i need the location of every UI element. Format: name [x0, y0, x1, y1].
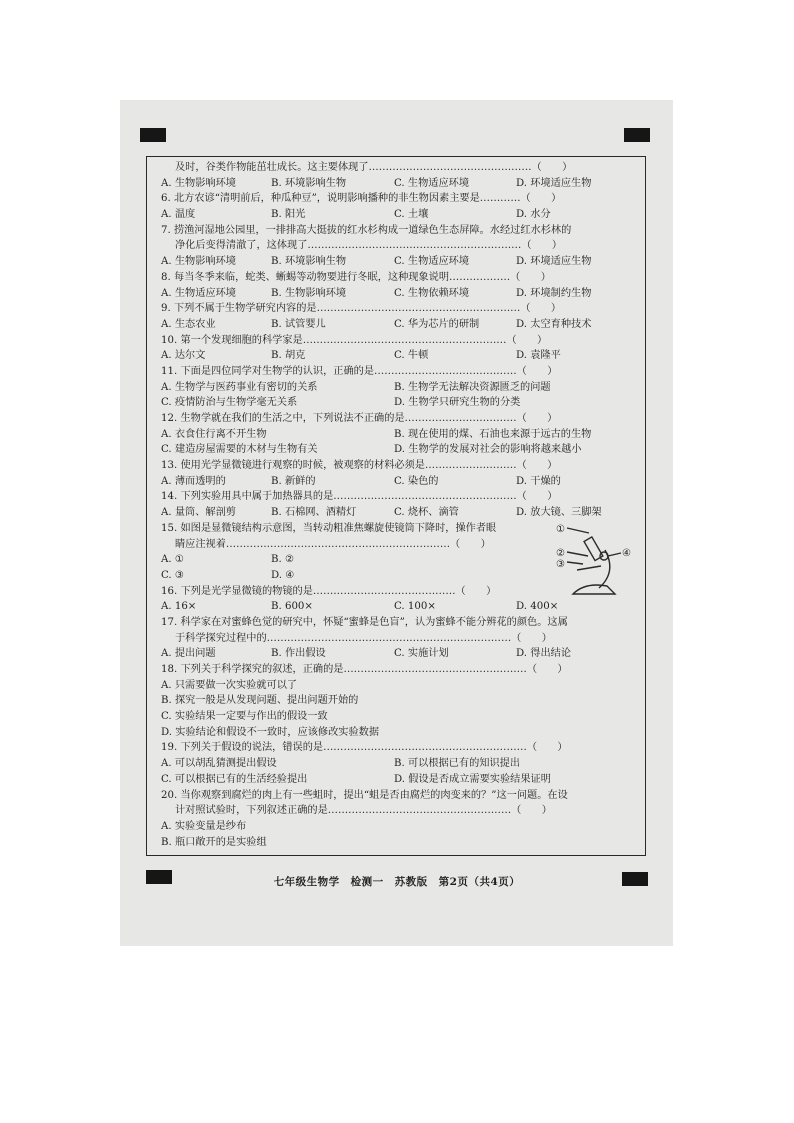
- question-text: 13. 使用光学显微镜进行观察的时候，被观察的材料必须是………………………（ ）: [161, 460, 558, 472]
- question-line: [148, 333, 644, 349]
- microscope-base: [573, 585, 615, 594]
- option: A. 实验变量是纱布: [161, 820, 247, 832]
- option: B. 胡克: [271, 350, 306, 362]
- option: C. 可以根据已有的生活经验提出: [161, 773, 308, 785]
- option: C. 疫情防治与生物学毫无关系: [161, 397, 298, 409]
- option-row: [148, 646, 644, 662]
- option-row: [148, 505, 644, 521]
- question-text: 16. 下列是光学显微镜的物镜的是……………………………………（ ）: [161, 585, 497, 597]
- option-row: [148, 599, 644, 615]
- question-text: 6. 北方农谚“清明前后，种瓜种豆”，说明影响播种的非生物因素主要是…………（ ）: [161, 193, 562, 205]
- option: D. 袁隆平: [516, 350, 561, 362]
- option: C. 实验结果一定要与作出的假设一致: [161, 711, 328, 723]
- option: D. ④: [271, 569, 295, 581]
- microscope-label-3: ③: [556, 559, 565, 570]
- question-line: [148, 458, 644, 474]
- option: C. 实施计划: [394, 648, 449, 660]
- option: A. 生物影响环境: [161, 256, 236, 268]
- question-line: [148, 615, 644, 631]
- question-line: [148, 740, 644, 756]
- option: B. 新鲜的: [271, 475, 316, 487]
- option-row: [148, 725, 644, 741]
- option-row: [148, 693, 644, 709]
- option: B. 探究一般是从发现问题、提出问题开始的: [161, 695, 359, 707]
- option: A. 只需要做一次实验就可以了: [161, 679, 298, 691]
- option: A. 生物影响环境: [161, 177, 236, 189]
- option: D. 放大镜、三脚架: [516, 507, 602, 519]
- option: A. 生物学与医药事业有密切的关系: [161, 381, 318, 393]
- option: A. 衣食住行离不开生物: [161, 428, 267, 440]
- question-text: 10. 第一个发现细胞的科学家是……………………………………………………（ ）: [161, 334, 548, 346]
- option-row: [148, 709, 644, 725]
- option: A. 16×: [161, 601, 197, 613]
- question-list: [148, 160, 644, 850]
- option-row: [148, 678, 644, 694]
- option: B. 阳光: [271, 209, 306, 221]
- option: D. 环境适应生物: [516, 256, 592, 268]
- option: C. 生物适应环境: [394, 177, 470, 189]
- question-text: 睛应注视着…………………………………………………………（ ）: [175, 538, 491, 550]
- option: C. 华为芯片的研制: [394, 318, 480, 330]
- option-row: [148, 474, 644, 490]
- option: A. 提出问题: [161, 648, 216, 660]
- question-line: [148, 191, 644, 207]
- option: B. 生物学无法解决资源匮乏的问题: [394, 381, 551, 393]
- question-text: 14. 下列实验用具中属于加热器具的是………………………………………………（ ）: [161, 491, 558, 503]
- option: D. 假设是否成立需要实验结果证明: [394, 773, 551, 785]
- option-row: [148, 772, 644, 788]
- option: D. 实验结论和假设不一致时，应该修改实验数据: [161, 726, 380, 738]
- option: D. 生物学的发展对社会的影响将越来越小: [394, 444, 582, 456]
- question-line: [148, 301, 644, 317]
- option: B. 可以根据已有的知识提出: [394, 758, 521, 770]
- question-line: [148, 160, 644, 176]
- option: B. 环境影响生物: [271, 256, 347, 268]
- option: D. 得出结论: [516, 648, 572, 660]
- option-row: [148, 756, 644, 772]
- option-row: [148, 176, 644, 192]
- option: B. ②: [271, 554, 295, 566]
- microscope-label-4: ④: [622, 548, 631, 559]
- question-text: 净化后变得清澈了，这体现了………………………………………………………（ ）: [175, 240, 563, 252]
- option: B. 瓶口敞开的是实验组: [161, 836, 267, 848]
- option: A. ①: [161, 554, 184, 566]
- option: B. 石棉网、酒精灯: [271, 507, 357, 519]
- question-line: [148, 411, 644, 427]
- question-text: 及时，谷类作物能茁壮成长。这主要体现了…………………………………………（ ）: [175, 162, 573, 173]
- option-row: [148, 317, 644, 333]
- option: A. 薄而透明的: [161, 475, 226, 487]
- option-row: [148, 427, 644, 443]
- microscope-diagram: [555, 520, 635, 600]
- question-text: 19. 下列关于假设的说法，错误的是……………………………………………………（ ）: [161, 742, 568, 754]
- question-text: 计对照试验时，下列叙述正确的是………………………………………………（ ）: [175, 805, 552, 817]
- question-line: [148, 270, 644, 286]
- question-line: [148, 788, 644, 804]
- option: D. 400×: [516, 601, 559, 613]
- option: D. 生物学只研究生物的分类: [394, 397, 521, 409]
- question-text: 7. 捞渔河湿地公园里，一排排高大挺拔的红水杉构成一道绿色生态屏障。水经过红水杉林的: [161, 224, 572, 236]
- question-line: [148, 223, 644, 239]
- question-line: [148, 364, 644, 380]
- option: D. 太空育种技术: [516, 318, 592, 330]
- option: C. 烧杯、滴管: [394, 507, 459, 519]
- option: C. 生物适应环境: [394, 256, 470, 268]
- option: B. 试管婴儿: [271, 318, 326, 330]
- option: C. ③: [161, 569, 185, 581]
- option-row: [148, 348, 644, 364]
- question-text: 于科学探究过程中的………………………………………………………………（ ）: [175, 632, 552, 644]
- option: C. 100×: [394, 601, 436, 613]
- microscope-stage: [577, 566, 601, 570]
- registration-mark-top-right: [624, 128, 650, 142]
- option-row: [148, 835, 644, 851]
- option-row: [148, 442, 644, 458]
- option: D. 水分: [516, 209, 551, 221]
- option: C. 建造房屋需要的木材与生物有关: [161, 444, 318, 456]
- question-text: 17. 科学家在对蜜蜂色觉的研究中，怀疑“蜜蜂是色盲”，认为蜜蜂不能分辨花的颜色。这属: [161, 616, 568, 628]
- page-footer: 七年级生物学 检测一 苏教版 第2页（共4页）: [273, 876, 521, 888]
- option: C. 牛顿: [394, 350, 429, 362]
- option: A. 可以胡乱猜测提出假设: [161, 758, 277, 770]
- option: B. 生物影响环境: [271, 287, 347, 299]
- option: D. 环境适应生物: [516, 177, 592, 189]
- option-row: [148, 380, 644, 396]
- question-line: [148, 238, 644, 254]
- option: D. 环境制约生物: [516, 287, 592, 299]
- option: C. 生物依赖环境: [394, 287, 470, 299]
- question-text: 8. 每当冬季来临，蛇类、蜥蜴等动物要进行冬眠，这种现象说明………………（ ）: [161, 271, 551, 283]
- option: B. 600×: [271, 601, 313, 613]
- option-row: [148, 207, 644, 223]
- option-row: [148, 395, 644, 411]
- question-text: 12. 生物学就在我们的生活之中，下列说法不正确的是……………………………（ ）: [161, 413, 558, 424]
- option: C. 土壤: [394, 209, 429, 221]
- option: A. 温度: [161, 209, 196, 221]
- option: B. 作出假设: [271, 648, 326, 660]
- question-text: 15. 如图是显微镜结构示意图，当转动粗准焦螺旋使镜筒下降时，操作者眼: [161, 522, 497, 534]
- microscope-label-1: ①: [556, 524, 565, 535]
- question-text: 20. 当你观察到腐烂的肉上有一些蛆时，提出“蛆是否由腐烂的肉变来的？”这一问题。在设: [161, 789, 568, 801]
- option: A. 达尔文: [161, 350, 206, 362]
- microscope-label-2: ②: [556, 548, 565, 559]
- question-line: [148, 631, 644, 647]
- option: C. 染色的: [394, 475, 439, 487]
- question-text: 18. 下列关于科学探究的叙述，正确的是………………………………………………（ ）: [161, 664, 568, 675]
- question-line: [148, 662, 644, 678]
- question-text: 9. 下列不属于生物学研究内容的是……………………………………………………（ ）: [161, 303, 562, 315]
- question-line: [148, 489, 644, 505]
- option: D. 干燥的: [516, 475, 561, 487]
- registration-mark-top-left: [140, 128, 166, 142]
- option: A. 量筒、解剖剪: [161, 507, 236, 519]
- option: A. 生态农业: [161, 318, 216, 330]
- question-text: 11. 下面是四位同学对生物学的认识，正确的是……………………………………（ ）: [161, 365, 558, 377]
- option-row: [148, 286, 644, 302]
- option: A. 生物适应环境: [161, 287, 236, 299]
- option: B. 现在使用的煤、石油也来源于远古的生物: [394, 428, 592, 440]
- option-row: [148, 254, 644, 270]
- option: B. 环境影响生物: [271, 177, 347, 189]
- coarse-focus-knob: [600, 552, 608, 560]
- question-line: [148, 803, 644, 819]
- option-row: [148, 819, 644, 835]
